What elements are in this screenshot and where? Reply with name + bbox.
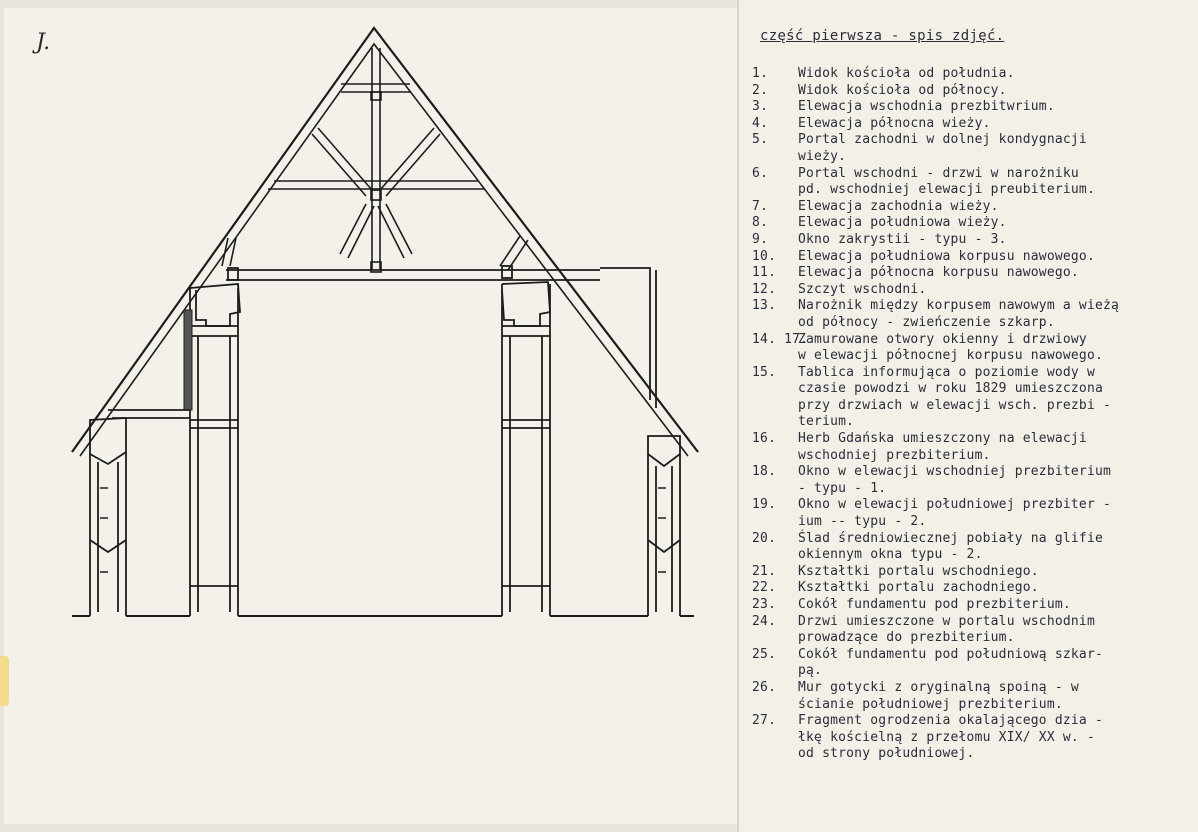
photo-list-item-number: 26. <box>752 679 777 695</box>
photo-list-item-number: 1. <box>752 66 769 81</box>
photo-list-item-text: Widok kościoła od południa. <box>798 66 1015 81</box>
photo-list-item-text: Kształtki portalu zachodniego. <box>798 580 1039 596</box>
photo-list-item-number: 3. <box>752 99 769 115</box>
photo-list-item <box>752 282 1192 299</box>
photo-list-item-number: 6. <box>752 165 769 181</box>
photo-list-item-number: 25. <box>752 646 777 662</box>
photo-list-item-number: 21. <box>752 563 777 579</box>
diagonal-braces <box>222 128 528 270</box>
left-outer-wall <box>90 410 190 616</box>
photo-list-item-number: 7. <box>752 198 769 214</box>
photo-list-item <box>752 713 1192 763</box>
photo-list-item-number: 15. <box>752 364 777 380</box>
photo-list-item <box>752 497 1192 530</box>
photo-list-item-number: 19. <box>752 497 777 513</box>
photo-list-item-text: Okno w elewacji wschodniej prezbiterium - typu - 1. <box>798 464 1112 496</box>
photo-list-item-text: Narożnik między korpusem nawowym a wieżą od północy - zwieńczenie szkarp. <box>798 298 1120 330</box>
photo-list-item-text: Elewacja północna wieży. <box>798 115 991 131</box>
photo-list-item-number: 20. <box>752 530 777 546</box>
photo-list-item <box>752 99 1192 116</box>
photo-list-item <box>752 83 1192 100</box>
photo-list-item-number: 2. <box>752 82 769 98</box>
photo-list-item-number: 5. <box>752 132 769 148</box>
photo-list-item <box>752 580 1192 597</box>
photo-list-item-text: Kształtki portalu wschodniego. <box>798 563 1039 579</box>
wall-dash-marks <box>100 488 666 572</box>
photo-list-item-text: Szczyt wschodni. <box>798 281 927 297</box>
left-pier <box>184 284 240 616</box>
photo-list-item-text: Fragment ogrodzenia okalającego dzia - łkę kościelną z przełomu XIX/ XX w. - od strony południowej. <box>798 713 1104 762</box>
photo-list-item <box>752 564 1192 581</box>
photo-list-item <box>752 215 1192 232</box>
photo-list-item-text: Elewacja zachodnia wieży. <box>798 198 999 214</box>
photo-list-item-number: 27. <box>752 713 777 729</box>
photo-list-item <box>752 166 1192 199</box>
photo-list <box>752 66 1192 763</box>
photo-list-item-text: Ślad średniowiecznej pobiały na glifie okiennym okna typu - 2. <box>798 530 1104 563</box>
photo-list-item <box>752 265 1192 282</box>
photo-list-item-text: Okno zakrystii - typu - 3. <box>798 231 1007 247</box>
photo-list-item-text: Elewacja południowa korpusu nawowego. <box>798 248 1095 264</box>
photo-list-item-text: Cokół fundamentu pod południową szkar- pą. <box>798 646 1104 679</box>
photo-list-item-number: 9. <box>752 231 769 247</box>
photo-list-item-number: 23. <box>752 597 777 612</box>
photo-list-title: część pierwsza - spis zdjęć. <box>760 28 1005 44</box>
photo-list-item <box>752 232 1192 249</box>
photo-list-item <box>752 116 1192 133</box>
photo-list-item-number: 10. <box>752 248 777 264</box>
photo-list-item <box>752 431 1192 464</box>
photo-list-item-number: 8. <box>752 215 769 231</box>
photo-list-item <box>752 365 1192 431</box>
photo-list-item-number: 24. <box>752 613 777 629</box>
photo-list-item-number: 11. <box>752 265 777 281</box>
photo-list-item-text: Portal zachodni w dolnej kondygnacji wieży. <box>798 132 1087 164</box>
photo-list-item <box>752 298 1192 331</box>
photo-list-item-text: Elewacja północna korpusu nawowego. <box>798 265 1079 281</box>
photo-list-item-text: Mur gotycki z oryginalną spoiną - w ścianie południowej prezbiterium. <box>798 679 1079 712</box>
photo-list-item-text: Widok kościoła od północy. <box>798 82 1007 98</box>
photo-list-item <box>752 66 1192 83</box>
sheet-marker: J. <box>36 30 51 55</box>
photo-list-item-text: Okno w elewacji południowej prezbiter - ium -- typu - 2. <box>798 497 1112 530</box>
tie-beam <box>226 266 656 408</box>
photo-list-item-text: Portal wschodni - drzwi w narożniku pd. wschodniej elewacji preubiterium. <box>798 165 1095 198</box>
photo-list-item <box>752 199 1192 216</box>
photo-list-item-text: Tablica informująca o poziomie wody w czasie powodzi w roku 1829 umieszczona przy drzwiach w elewacji wsch. prezbi - terium. <box>798 364 1112 430</box>
king-post <box>371 48 381 272</box>
photo-list-item-number: 13. <box>752 298 777 314</box>
photo-list-item-number: 22. <box>752 580 777 596</box>
photo-list-item-text: Cokół fundamentu pod prezbiterium. <box>798 597 1071 612</box>
photo-list-item <box>752 132 1192 165</box>
photo-list-item-text: Drzwi umieszczone w portalu wschodnim prowadzące do prezbiterium. <box>798 613 1095 646</box>
photo-list-item-number: 12. <box>752 281 777 297</box>
photo-list-item-number: 4. <box>752 115 769 131</box>
photo-list-item-number: 18. <box>752 464 777 480</box>
photo-list-item <box>752 647 1192 680</box>
photo-list-item-text: Herb Gdańska umieszczony na elewacji wschodniej prezbiterium. <box>798 431 1087 463</box>
photo-list-item-number: 14. 17. <box>752 331 809 347</box>
photo-list-item <box>752 249 1192 266</box>
right-outer-wall <box>648 436 680 616</box>
photo-list-item <box>752 597 1192 614</box>
photo-list-item <box>752 332 1192 365</box>
photo-list-item <box>752 680 1192 713</box>
photo-list-item <box>752 614 1192 647</box>
photo-list-item <box>752 464 1192 497</box>
photo-list-item-number: 16. <box>752 431 777 447</box>
photo-list-item-text: Elewacja wschodnia prezbitwrium. <box>798 99 1055 115</box>
right-pier <box>502 282 550 616</box>
photo-list-item-text: Elewacja południowa wieży. <box>798 215 1007 231</box>
photo-list-item <box>752 531 1192 564</box>
photo-list-item-text: Zamurowane otwory okienny i drzwiowy w elewacji północnej korpusu nawowego. <box>798 331 1104 364</box>
